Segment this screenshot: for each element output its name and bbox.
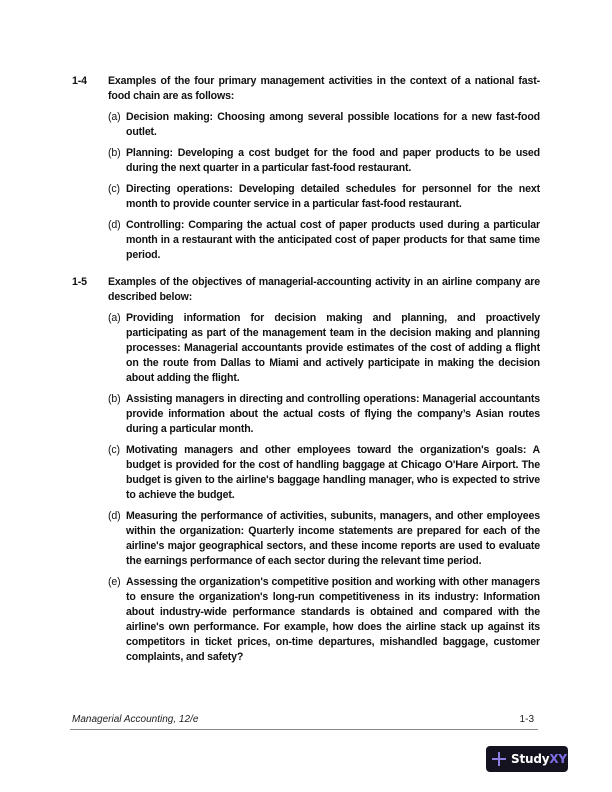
list-item — [108, 110, 540, 140]
list-item — [108, 182, 540, 212]
item-label: (c) — [108, 444, 120, 456]
list-item — [108, 392, 540, 437]
problem-1-4 — [72, 74, 540, 269]
problem-number: 1-5 — [72, 276, 87, 288]
item-text: Directing operations: Developing detailed schedules for personnel for the next month to provide counter service in a particular fast-food restaurant. — [126, 183, 540, 210]
item-text: Planning: Developing a cost budget for the food and paper products to be used during the next quarter in a particular fast-food restaurant. — [126, 147, 540, 174]
item-label: (b) — [108, 147, 121, 159]
document-content — [72, 74, 540, 677]
item-text: Measuring the performance of activities, subunits, managers, and other employees within the organization: Quarterly income statements are prepared for each of the airline's major geographical sectors, and these income reports are used to evaluate the earnings performance of each sector during the relevant time period. — [126, 510, 540, 567]
plus-icon — [492, 752, 506, 766]
list-item — [108, 218, 540, 263]
list-item — [108, 575, 540, 665]
item-label: (d) — [108, 219, 121, 231]
list-item — [108, 509, 540, 569]
badge-label-main: Study — [511, 752, 550, 766]
list-item — [108, 311, 540, 386]
item-label: (a) — [108, 312, 121, 324]
item-text: Controlling: Comparing the actual cost of paper products used during a particular month in a restaurant with the anticipated cost of paper products for that same time period. — [126, 219, 540, 261]
page-footer — [70, 713, 538, 730]
problem-body — [108, 275, 540, 671]
item-label: (a) — [108, 111, 121, 123]
studyxy-badge[interactable] — [486, 746, 568, 772]
list-item — [108, 443, 540, 503]
item-text: Motivating managers and other employees toward the organization's goals: A budget is provided for the cost of handling baggage at Chicago O'Hare Airport. The budget is given to the airline's baggage handling manager, who is expected to strive to achieve the budget. — [126, 444, 540, 501]
problem-body — [108, 74, 540, 269]
problem-intro: Examples of the four primary management activities in the context of a national fast-food chain are as follows: — [108, 75, 540, 102]
item-label: (c) — [108, 183, 120, 195]
footer-page-number: 1-3 — [519, 714, 534, 725]
item-text: Decision making: Choosing among several possible locations for a new fast-food outlet. — [126, 111, 540, 138]
item-label: (d) — [108, 510, 121, 522]
problem-number: 1-4 — [72, 75, 87, 87]
list-item — [108, 146, 540, 176]
item-text: Providing information for decision making and planning, and proactively participating as part of the management team in the decision making and planning processes: Managerial accountants provide estimates of the cost of adding a flight on the route from Dallas to Miami and actively participate in making the decision about adding the flight. — [126, 312, 540, 384]
problem-1-5 — [72, 275, 540, 671]
badge-label-accent: XY — [549, 752, 567, 766]
item-label: (e) — [108, 576, 121, 588]
item-label: (b) — [108, 393, 121, 405]
item-text: Assisting managers in directing and controlling operations: Managerial accountants provide information about the actual costs of flying the company’s Asian routes during a particular month. — [126, 393, 540, 435]
footer-book-title: Managerial Accounting, 12/e — [72, 714, 199, 725]
badge-label — [511, 752, 567, 766]
problem-intro: Examples of the objectives of managerial-accounting activity in an airline company are described below: — [108, 276, 540, 303]
item-text: Assessing the organization's competitive position and working with other managers to ensure the organization's long-run competitiveness in its industry: Information about industry-wide performance standards is obtained and compared with the airline's own performance. For example, how does the airline stack up against its competitors in ticket prices, on-time departures, mishandled baggage, customer complaints, and safety? — [126, 576, 540, 663]
